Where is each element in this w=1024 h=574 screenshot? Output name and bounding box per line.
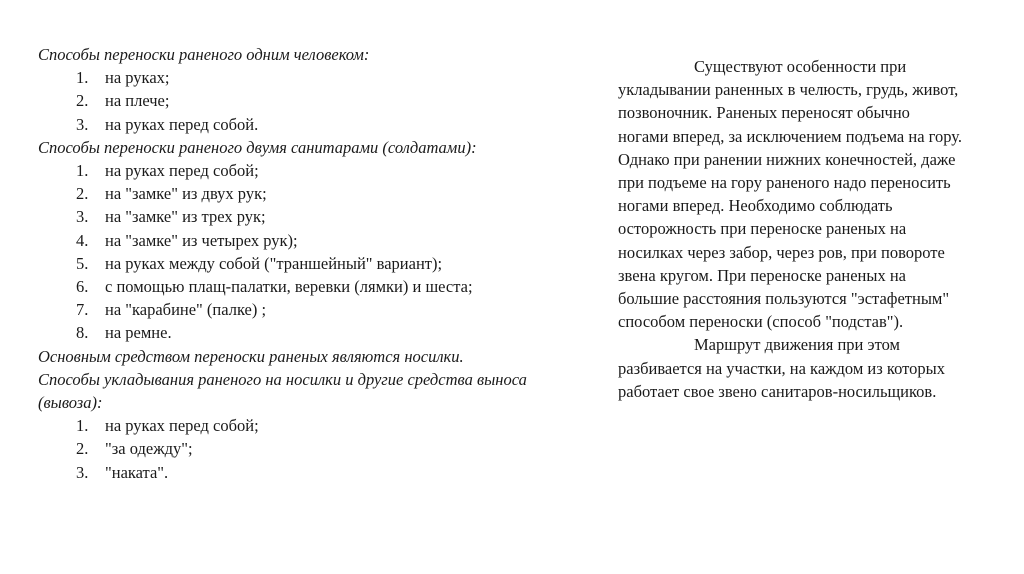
list-item bbox=[38, 66, 578, 89]
list-text: на руках между собой ("траншейный" вариант); bbox=[105, 253, 443, 273]
list-number: 2. bbox=[76, 184, 89, 204]
list-item bbox=[38, 229, 578, 252]
list-number: 3. bbox=[76, 207, 89, 227]
list-placement bbox=[38, 414, 578, 484]
list-text: на "карабине" (палке) ; bbox=[105, 300, 267, 320]
list-item bbox=[38, 252, 578, 275]
list-number: 5. bbox=[76, 253, 89, 273]
section-heading-placement: Способы укладывания раненого на носилки и другие средства выноса (вывоза): bbox=[38, 369, 527, 413]
section-heading-one-person: Способы переноски раненого одним человеком: bbox=[38, 45, 370, 64]
list-item bbox=[38, 89, 578, 112]
list-number: 3. bbox=[76, 462, 89, 482]
list-number: 4. bbox=[76, 230, 89, 250]
section-heading-two-orderlies: Способы переноски раненого двумя санитарами (солдатами): bbox=[38, 137, 477, 157]
list-item bbox=[38, 275, 578, 298]
list-text: на "замке" из двух рук; bbox=[105, 184, 267, 204]
list-number: 2. bbox=[76, 439, 89, 459]
paragraph-features: Существуют особенности при укладывании раненных в челюсть, грудь, живот, позвоночник. Раненых переносят обычно ногами вперед, за исключением подъема на гору. Однако при ранении нижних конечностей, даже при подъеме на гору раненого надо переносить ногами вперед. Необходимо соблюдать осторожность при переноске раненых на носилках через забор, через ров, при повороте звена кругом. При переноске раненых на большие расстояния пользуются "эстафетным" способом переноски (способ "подстав"). bbox=[618, 57, 963, 332]
list-item bbox=[38, 205, 578, 228]
list-number: 3. bbox=[76, 114, 89, 134]
list-number: 7. bbox=[76, 300, 89, 320]
list-item bbox=[38, 461, 578, 484]
list-text: на руках; bbox=[105, 68, 170, 88]
list-two-orderlies bbox=[38, 159, 578, 345]
right-column bbox=[618, 55, 964, 403]
list-item bbox=[38, 437, 578, 460]
list-one-person bbox=[38, 66, 578, 136]
list-item bbox=[38, 113, 578, 136]
list-item bbox=[38, 414, 578, 437]
list-text: на руках перед собой. bbox=[105, 114, 259, 134]
list-text: с помощью плащ-палатки, веревки (лямки) и шеста; bbox=[105, 277, 473, 297]
list-text: на руках перед собой; bbox=[105, 416, 259, 436]
list-text: на "замке" из трех рук; bbox=[105, 207, 266, 227]
list-number: 1. bbox=[76, 68, 89, 88]
list-item bbox=[38, 159, 578, 182]
list-text: "наката". bbox=[105, 462, 169, 482]
list-text: на ремне. bbox=[105, 323, 172, 343]
left-column bbox=[38, 43, 578, 484]
list-number: 2. bbox=[76, 91, 89, 111]
list-item bbox=[38, 182, 578, 205]
list-number: 1. bbox=[76, 161, 89, 181]
list-text: на "замке" из четырех рук); bbox=[105, 230, 298, 250]
list-number: 1. bbox=[76, 416, 89, 436]
list-text: на плече; bbox=[105, 91, 170, 111]
list-item bbox=[38, 298, 578, 321]
main-means-statement: Основным средством переноски раненых являются носилки. bbox=[38, 346, 464, 366]
list-item bbox=[38, 321, 578, 344]
list-number: 8. bbox=[76, 323, 89, 343]
list-text: на руках перед собой; bbox=[105, 161, 259, 181]
list-text: "за одежду"; bbox=[105, 439, 193, 459]
paragraph-route: Маршрут движения при этом разбивается на участки, на каждом из которых работает свое звено санитаров-носильщиков. bbox=[618, 335, 945, 401]
list-number: 6. bbox=[76, 277, 89, 297]
